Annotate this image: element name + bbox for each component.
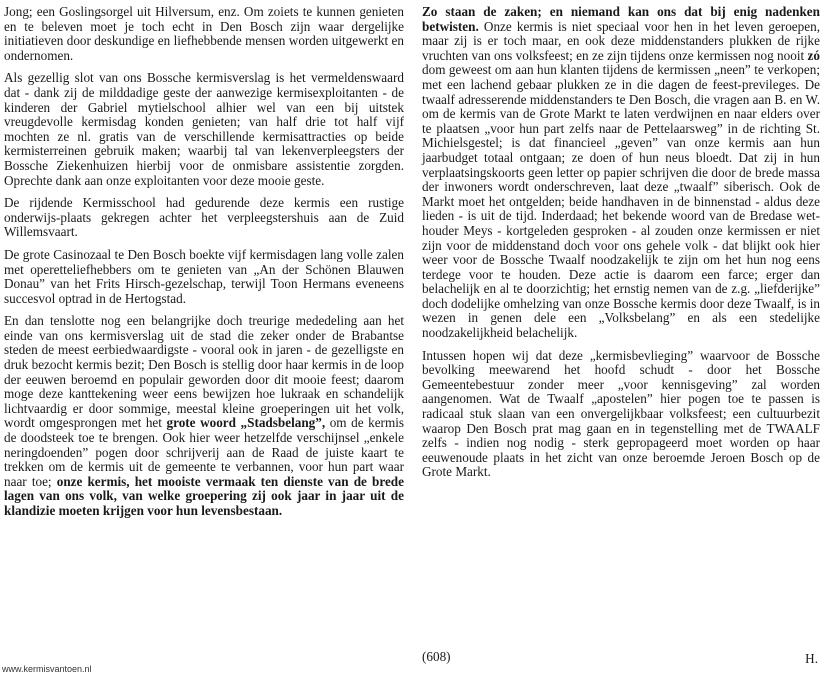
paragraph-casinozaal: De grote Casinozaal te Den Bosch boekte vijf kermisdagen lang volle zalen met operetteliefhebbers om te genieten van „An der Schönen Blauwen Donau” van het Frits Hirsch-gezelschap, terwijl Toon Hermans eveneens succesvol optrad in de Hertogstad. (4, 246, 404, 306)
website-watermark: www.kermisvantoen.nl (2, 664, 92, 674)
left-column (4, 5, 404, 527)
page-number: (608) (422, 649, 451, 664)
right-column (422, 5, 820, 488)
emphasis-stadsbelang: grote woord „Stadsbelang”, (166, 415, 326, 431)
paragraph-treurige-mededeling (4, 314, 404, 518)
text-run: om de kermis de doodsteek toe te brengen. Ook hier weer hetzelfde verschijnsel „enkele neringdoenden” pogen door schrijverij aan de Raad de juiste kaart te trekken om de kermis uit de gemeente te verbannen, voor hun part waar naar toe; (4, 415, 404, 489)
author-initial: H. (805, 651, 818, 666)
paragraph-kermisschool: De rijdende Kermisschool had gedurende deze kermis een rustige onderwijs-plaats gekregen achter het verpleegstershuis aan de Zuid Willemsvaart. (4, 195, 404, 240)
emphasis-zo-staan: Zo staan de zaken; en niemand kan ons dat bij enig nadenken betwisten. (422, 4, 820, 34)
text-run: Onze kermis is niet speciaal voor hen in het leven geroepen, maar zij is er toch maar, en ook deze middenstanders plukken de rijke vruchten van ons volksfeest; en ze zijn tijdens onze kermissen nog nooit (422, 18, 820, 63)
emphasis-onze-kermis: onze kermis, het mooiste vermaak ten dienste van de brede lagen van ons volk, van welke groepering zij ook jaar in jaar uit de klandizie moeten krijgen voor hun levensbestaan. (4, 473, 404, 518)
paragraph-intussen: Intussen hopen wij dat deze „kermisbevlieging” waarvoor de Bossche bevolking meewarend het hoofd schudt - door het Bossche Gemeentebestuur zonder meer „voor kennisgeving” zal worden aangenomen. Wat de Twaalf „apostelen” hier pogen toe te passen is radicaal stuk slaan van een onvergelijkbaar volksfeest; een cultuurbezit waarop Den Bosch prat mag gaan en in tegenstelling met de TWAALF zelfs - indien nog nodig - sterk gepropageerd moet worden op haar eeuwenoude plaats in het zicht van onze beroemde Jeroen Bosch op de Grote Markt. (422, 347, 820, 480)
text-run: dom geweest om aan hun klanten tijdens de kermissen „neen” te verkopen; met een lachend gebaar plukken ze in die dagen de feest-previleges. De twaalf adresserende middenstanders te Den Bosch, die vragen aan B. en W. om de kermis van de Grote Markt te laten verdwijnen en naar elders over te plaatsen „voor hun part zelfs naar de Pettelaarsweg” in de richting St. Michielsgestel; is dat financieel „geven” van onze kermis aan hun jaarbudget totaal ontgaan; ze doen of hun neus bloedt. Dat zij in hun verplaatsingskoorts geen letter op papier schrijven die door de brede massa der inwoners wordt onderschreven, laat deze „twaalf” siberisch. Ook de Markt moet het ontgelden; beide handhaven in de binnenstad - aldus deze lieden - is uit de tijd. Inderdaad; het bekende woord van de Bredase wethouder Meys - kortgeleden gesproken - al zouden onze kermissen er niet zijn voor de middenstand doch voor ons gehele volk - dat blijkt ook hier weer voor de Bossche Twaalf noodzakelijk te zijn om het hun nog eens terdege voor te houden. Deze actie is daarom een farce; erger dan belachelijk en al te doorzichtig; het ernstig nemen van de z.g. „liefderijke” doch dodelijke omhelzing van onze Bossche kermis door deze Twaalf, is in wezen in genen dele een „Volksbelang” en als een stedelijke noodzakelijkheid belachelijk. (422, 62, 820, 341)
paragraph-zo-staan-de-zaken (422, 5, 820, 341)
text-run: En dan tenslotte nog een belangrijke doch treurige mededeling aan het einde van ons kermisverslag uit de stad die zeker onder de Brabantse steden de meest eerbiedwaardigste - vooral ook in jaren - de gezelligste en druk bezocht kermis bezit; Den Bosch is stellig door haar kermis in de loop der eeuwen beroemd en populair geworden door dit mooie feest; daarom moge deze kanttekening weer eens bewijzen hoe lukraak en schandelijk lichtvaardig er door sommige, meestal kleine groeperingen uit het volk, wordt omgesprongen met het (4, 313, 404, 431)
paragraph-goslingsorgel: Jong; een Goslingsorgel uit Hilversum, enz. Om zoiets te kunnen genieten en te beleven moet je toch echt in Den Bosch zijn waar dergelijke initiatieven door deskundige en liefhebbende mensen worden uitgewerkt en ondernomen. (4, 4, 404, 63)
paragraph-gezellig-slot: Als gezellig slot van ons Bossche kermisverslag is het vermeldenswaard dat - dank zij de milddadige geste der aanwezige kermisexploitanten - de kinderen der Gabriel mytielschool alhier wel van een bij uitstek vreugdevolle kermisdag konden genieten; van half drie tot half vijf mochten ze nl. gratis van de verschillende kermisattracties op beide kermisterreinen gebruik maken; waarbij tal van lekenverpleegsters der Bossche Ziekenhuizen hierbij voor de onmisbare assistentie zorgden. Oprechte dank aan onze exploitanten voor deze mooie geste. (4, 70, 404, 188)
emphasis-zo: zó (807, 47, 820, 63)
